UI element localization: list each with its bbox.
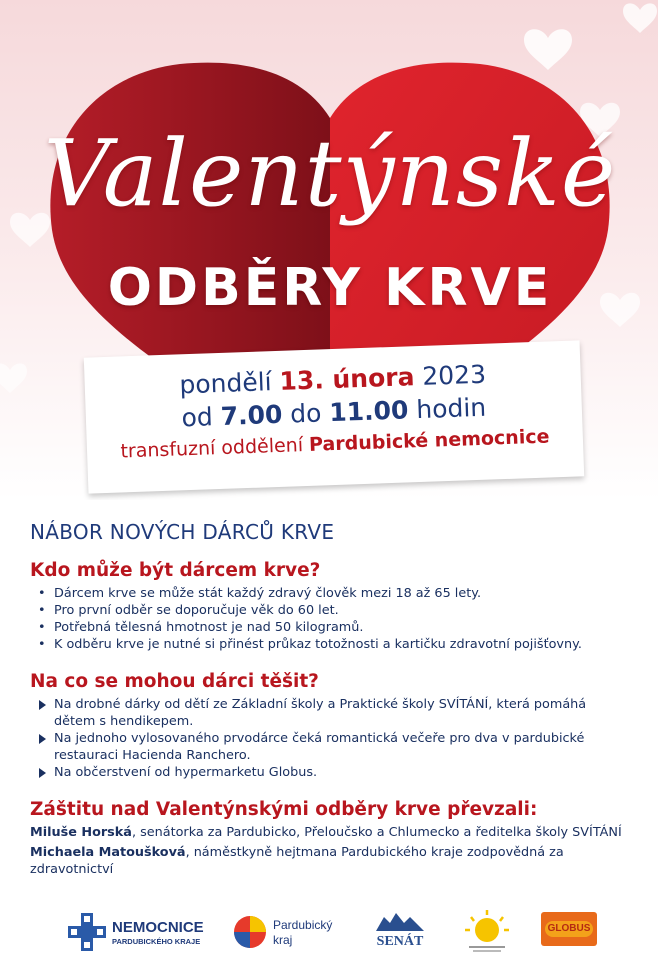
perks-list (30, 696, 630, 781)
kraj-line1: Pardubický (273, 918, 333, 932)
kraj-emblem-icon (233, 915, 267, 949)
globus-text: GLOBUS (545, 921, 593, 937)
script-title: Valentýnské (43, 120, 617, 227)
recruit-heading: NÁBOR NOVÝCH DÁRCŮ KRVE (30, 520, 335, 544)
date-line: pondělí 13. února 2023 (178, 359, 487, 400)
senat-building-icon (374, 911, 426, 933)
main-content (30, 520, 630, 881)
nemocnice-sub: PARDUBICKÉHO KRAJE (112, 937, 201, 946)
section-heading-perks: Na co se mohou dárci těšit? (30, 671, 319, 692)
list-item: • K odběru krve je nutné si přinést průkaz totožnosti a kartičku zdravotní pojišťovny. (30, 636, 630, 653)
svitani-logo (459, 908, 515, 956)
senat-text: SENÁT (376, 934, 424, 949)
list-item: • Dárcem krve se může stát každý zdravý člověk mezi 18 až 65 lety. (30, 585, 630, 602)
bg-heart-icon (600, 293, 640, 327)
logo-bar (0, 905, 658, 960)
nemocnice-logo (68, 913, 208, 953)
nemocnice-title: NEMOCNICE (112, 919, 204, 936)
bg-heart-icon (0, 363, 27, 393)
globus-logo (541, 912, 597, 946)
kraj-logo (233, 911, 343, 955)
place-line: transfuzní oddělení Pardubické nemocnice (120, 425, 550, 463)
nemocnice-cross-icon (68, 913, 106, 951)
date-banner (84, 340, 584, 493)
section-heading-patrons: Záštitu nad Valentýnskými odběry krve převzali: (30, 799, 538, 820)
list-item: Na drobné dárky od dětí ze Základní školy a Praktické školy SVÍTÁNÍ, která pomáhá dětem s hendikepem. (30, 696, 630, 730)
patron-2: Michaela Matoušková, náměstkyně hejtmana Pardubického kraje zodpovědná za zdravotnictví (30, 845, 564, 877)
who-list (30, 585, 630, 653)
patron-1: Miluše Horská, senátorka za Pardubicko, Přeloučsko a Chlumecko a ředitelka školy SVÍTÁNÍ (30, 825, 622, 840)
sun-icon (459, 908, 515, 956)
senat-logo (372, 909, 428, 955)
main-title: ODBĚRY KRVE (107, 258, 553, 318)
list-item: Na občerstvení od hypermarketu Globus. (30, 764, 630, 781)
kraj-line2: kraj (273, 933, 293, 947)
list-item: • Pro první odběr se doporučuje věk do 60 let. (30, 602, 630, 619)
list-item: Na jednoho vylosovaného prvodárce čeká romantická večeře pro dva v pardubické restauraci Hacienda Ranchero. (30, 730, 630, 764)
bg-heart-icon (623, 3, 657, 33)
time-line: od 7.00 do 11.00 hodin (181, 392, 487, 433)
bg-heart-icon (524, 29, 572, 70)
list-item: • Potřebná tělesná hmotnost je nad 50 kilogramů. (30, 619, 630, 636)
section-heading-who: Kdo může být dárcem krve? (30, 560, 321, 581)
